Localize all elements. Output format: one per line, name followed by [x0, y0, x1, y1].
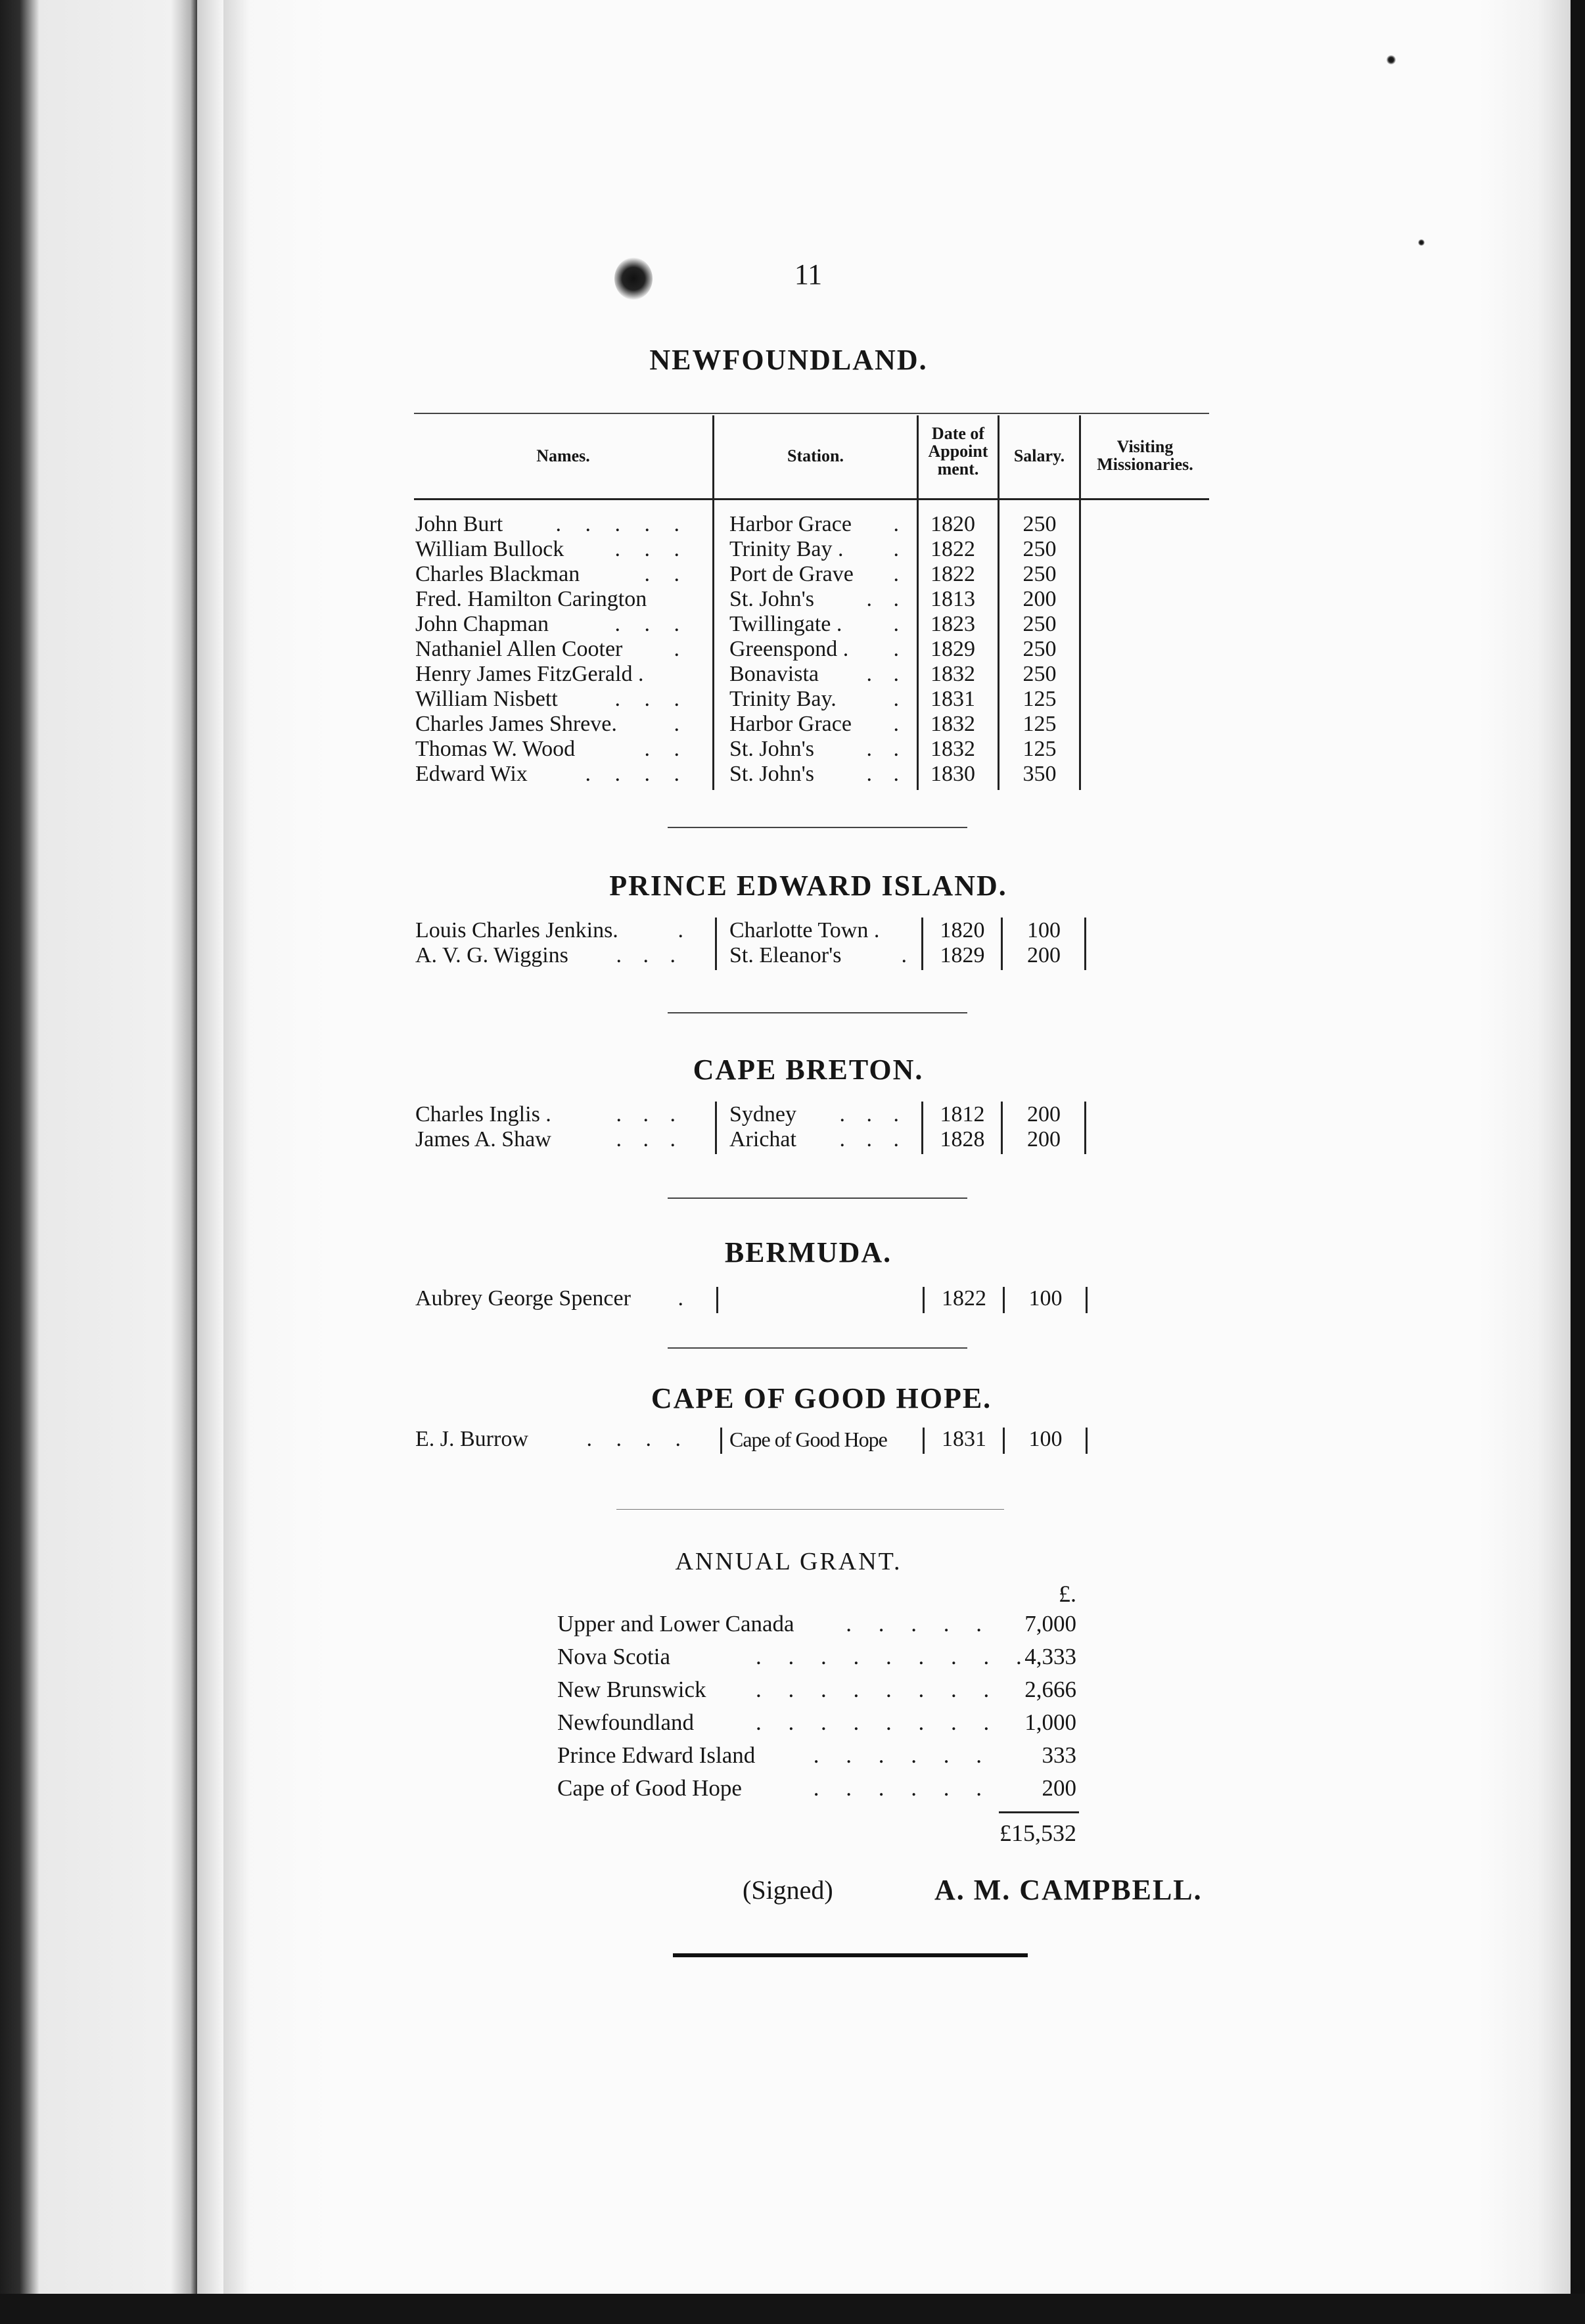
section-divider [668, 1347, 967, 1349]
currency-header: £. [1059, 1581, 1076, 1607]
scan-border-right [1571, 0, 1585, 2324]
grant-row: New Brunswick . . . . . . . . 2,666 [557, 1677, 1076, 1702]
column-header-visiting: Visiting Missionaries. [1097, 437, 1193, 474]
section-title-bermuda: BERMUDA. [724, 1236, 892, 1268]
section-divider [668, 1197, 967, 1199]
table-row: Charles Inglis . . . . Sydney . . . 1812 200 [415, 1102, 1061, 1127]
section-divider [668, 1012, 967, 1013]
table-row: Charles Blackman . . Port de Grave . 1822 250 [415, 562, 1057, 586]
facing-page-edge [0, 0, 197, 2324]
table-row: Charles James Shreve. . Harbor Grace . 1832 125 [415, 712, 1057, 736]
column-header-names: Names. [536, 446, 590, 465]
section-divider [616, 1509, 1004, 1510]
table-row: John Chapman . . . Twillingate . . 1823 250 [415, 612, 1057, 636]
signatory-name: A. M. CAMPBELL. [934, 1874, 1203, 1906]
section-title-cape-breton: CAPE BRETON. [693, 1054, 924, 1086]
table-row: Nathaniel Allen Cooter . Greenspond . . 1829 250 [415, 637, 1057, 661]
total-rule [999, 1811, 1079, 1813]
table-top-rule [414, 413, 1209, 414]
table-row: Thomas W. Wood . . St. John's . . 1832 125 [415, 737, 1057, 761]
header-bottom-rule [414, 498, 1209, 500]
table-row: William Bullock . . . Trinity Bay . . 1822 250 [415, 537, 1057, 561]
signed-label: (Signed) [743, 1875, 833, 1905]
ink-speck [1387, 55, 1396, 64]
section-title-cape-of-good-hope: CAPE OF GOOD HOPE. [651, 1382, 992, 1414]
closing-rule [673, 1953, 1028, 1957]
table-row: Louis Charles Jenkins. . Charlotte Town . 1820 100 [415, 918, 1061, 942]
grant-total: £15,532 [999, 1820, 1076, 1846]
section-divider [668, 827, 967, 828]
ink-blot [614, 258, 653, 300]
table-row: John Burt . . . . . Harbor Grace . 1820 250 [415, 512, 1057, 536]
table-row: A. V. G. Wiggins . . . St. Eleanor's . 1829 200 [415, 943, 1061, 967]
column-header-station: Station. [787, 446, 844, 465]
ink-speck [1418, 239, 1425, 246]
table-row: Edward Wix . . . . St. John's . . 1830 350 [415, 762, 1057, 786]
column-header-salary: Salary. [1013, 446, 1065, 465]
table-row: E. J. Burrow . . . . Cape of Good Hope 1831 100 [415, 1427, 1063, 1451]
annual-grant-title: ANNUAL GRANT. [675, 1548, 902, 1575]
grant-row: Nova Scotia . . . . . . . . . 4,333 [557, 1644, 1076, 1669]
table-row: Aubrey George Spencer . 1822 100 [415, 1286, 1063, 1311]
grant-row: Cape of Good Hope . . . . . . 200 [557, 1775, 1076, 1801]
page-number: 11 [794, 258, 823, 290]
grant-row: Prince Edward Island . . . . . . 333 [557, 1742, 1076, 1768]
section-title-prince-edward-island: PRINCE EDWARD ISLAND. [609, 870, 1007, 902]
table-row: James A. Shaw . . . Arichat . . . 1828 200 [415, 1127, 1061, 1151]
table-row: William Nisbett . . . Trinity Bay. . 1831 125 [415, 687, 1057, 711]
grant-row: Upper and Lower Canada . . . . . 7,000 [557, 1611, 1076, 1637]
column-header-date: Date of Appoint ment. [928, 424, 988, 478]
section-title-newfoundland: NEWFOUNDLAND. [649, 344, 928, 376]
table-row: Fred. Hamilton Carington St. John's . . 1813 200 [415, 587, 1057, 611]
grant-row: Newfoundland . . . . . . . . 1,000 [557, 1709, 1076, 1735]
table-row: Henry James FitzGerald . Bonavista . . 1832 250 [415, 662, 1057, 686]
scan-border-bottom [0, 2294, 1585, 2324]
